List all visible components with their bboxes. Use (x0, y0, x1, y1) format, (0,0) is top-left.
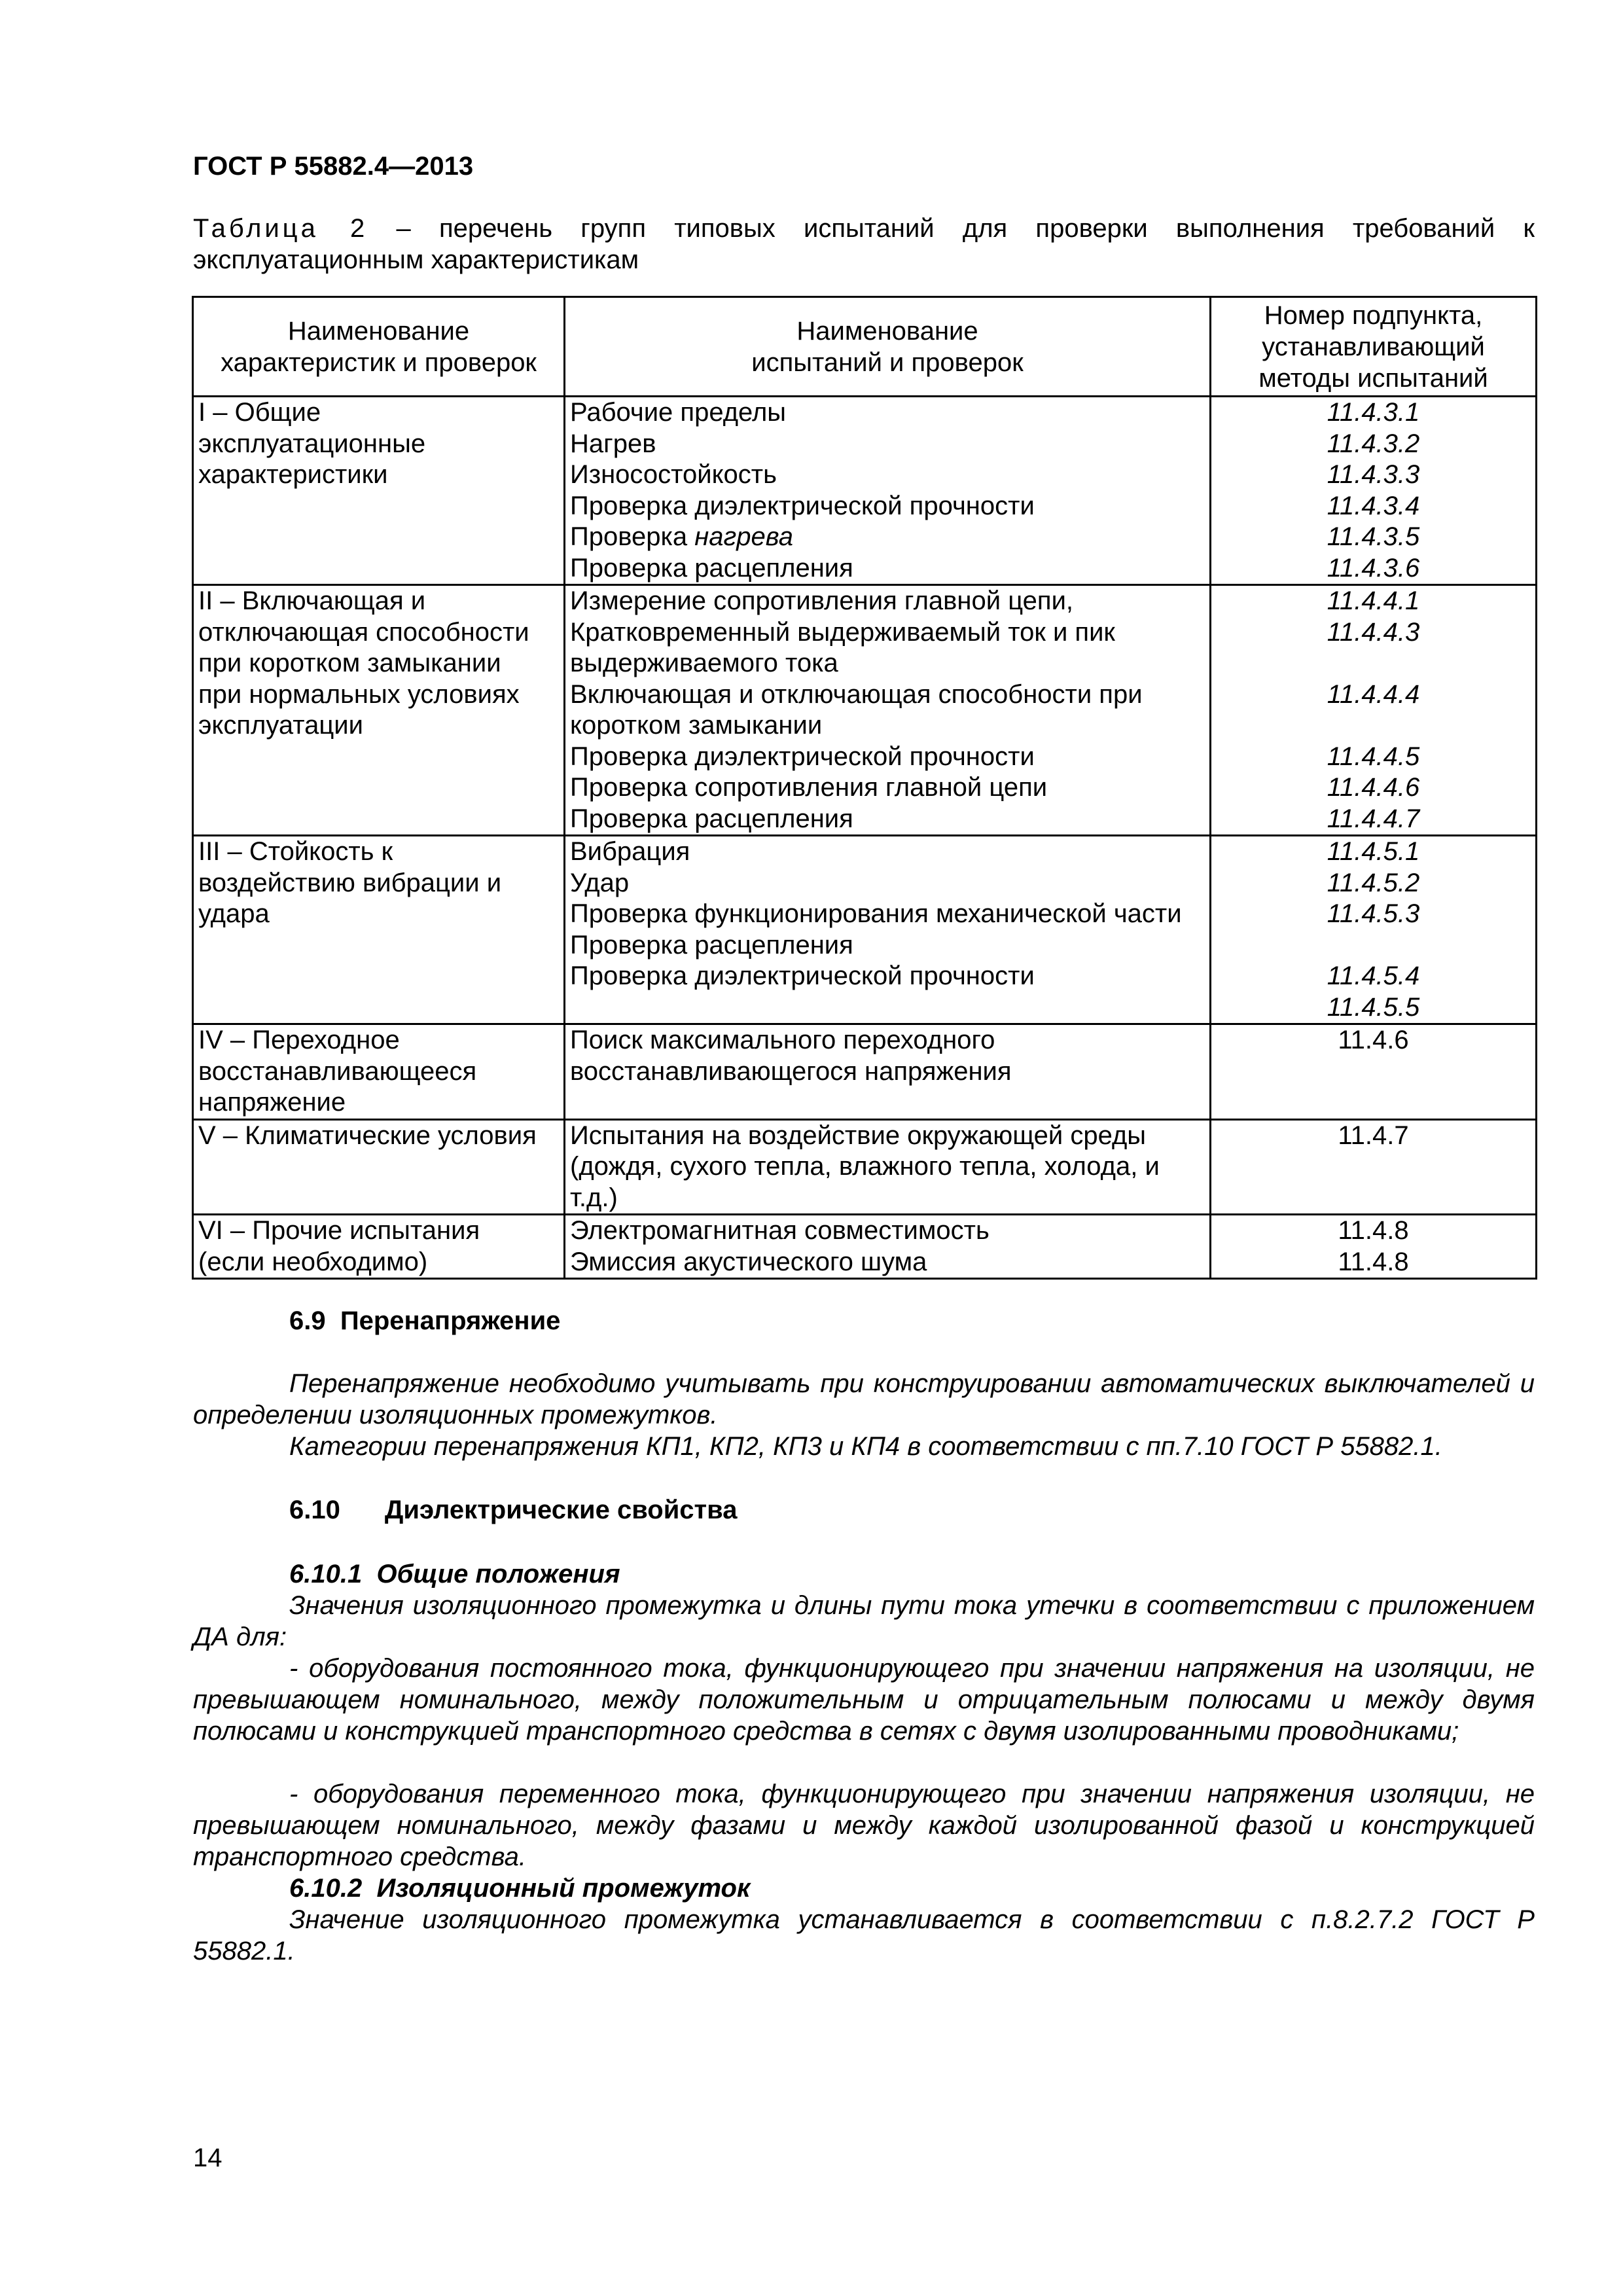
group-name-line: III – Стойкость к (198, 837, 393, 866)
test-item: Поиск максимального переходного (570, 1026, 995, 1054)
section-6-9-paragraph-1: Перенапряжение необходимо учитывать при конструировании автоматических выключателей и определении изоляционных промежутков. (193, 1369, 1535, 1429)
section-6-10-heading (193, 1494, 1535, 1526)
document-header: ГОСТ Р 55882.4—2013 (193, 152, 474, 181)
group-name-line: характеристики (198, 460, 388, 489)
group-name-line: при нормальных условиях (198, 679, 520, 709)
section-title: Диэлектрические свойства (384, 1496, 738, 1524)
column-header-line: Номер подпункта, (1264, 300, 1483, 330)
subsection-title: Общие положения (376, 1560, 620, 1588)
test-item: восстанавливающегося напряжения (570, 1056, 1012, 1086)
clause-number: 11.4.6 (1338, 1026, 1409, 1054)
clause-numbers-cell (1211, 397, 1537, 585)
test-item: Износостойкость (570, 460, 777, 489)
clause-number: 11.4.3.4 (1327, 491, 1420, 520)
table-caption-text: – перечень групп типовых испытаний для проверки выполнения требований к (368, 214, 1535, 243)
test-item: коротком замыкании (570, 711, 823, 740)
group-name-line: удара (198, 899, 270, 928)
test-item: Включающая и отключающая способности при (570, 679, 1143, 709)
clause-number: 11.4.3.1 (1327, 398, 1420, 427)
test-item: Проверка расцепления (570, 804, 853, 833)
tests-cell (565, 1024, 1211, 1120)
test-item: Проверка диэлектрической прочности (570, 742, 1035, 771)
table-caption-label: Таблица 2 (193, 214, 368, 243)
table-row-group-2 (193, 585, 1537, 836)
clause-number: 11.4.4.5 (1327, 742, 1420, 771)
subsection-6-10-1-paragraph: Значения изоляционного промежутка и длины пути тока утечки в соответствии с приложением ДА для: (193, 1591, 1535, 1651)
test-item: Проверка расцепления (570, 930, 853, 960)
group-name-cell (193, 1024, 565, 1120)
group-name-cell (193, 836, 565, 1024)
clause-numbers-cell (1211, 1215, 1537, 1279)
tests-cell (565, 397, 1211, 585)
column-header-line: Наименование (287, 316, 470, 346)
column-header-clause-number (1211, 297, 1537, 397)
group-name-cell (193, 585, 565, 836)
test-item: Проверка диэлектрической прочности (570, 491, 1035, 520)
test-item-text: Проверка (570, 522, 695, 551)
column-header-line: характеристик и проверок (221, 348, 537, 377)
clause-number: 11.4.3.2 (1327, 429, 1420, 458)
test-item: Нагрев (570, 429, 656, 458)
clause-numbers-cell (1211, 1119, 1537, 1215)
page-number: 14 (193, 2144, 223, 2172)
clause-number: 11.4.8 (1338, 1216, 1409, 1245)
group-name-line: II – Включающая и (198, 586, 426, 615)
table-caption-line1 (193, 213, 1535, 244)
test-item-italic: нагрева (694, 522, 794, 551)
section-6-9-heading (193, 1305, 1535, 1336)
tests-cell (565, 1119, 1211, 1215)
table-caption (193, 213, 1535, 276)
table-row-group-4 (193, 1024, 1537, 1120)
test-item: Проверка диэлектрической прочности (570, 961, 1035, 990)
test-item: выдерживаемого тока (570, 649, 838, 677)
test-item: Проверка расцепления (570, 553, 853, 583)
tests-cell (565, 585, 1211, 836)
clause-number: 11.4.3.5 (1327, 522, 1420, 551)
group-name-line: V – Климатические условия (198, 1121, 537, 1150)
group-name-line: IV – Переходное (198, 1026, 400, 1054)
table-caption-line2: эксплуатационным характеристикам (193, 245, 639, 274)
clause-number: 11.4.4.7 (1327, 804, 1420, 833)
subsection-6-10-1-item-2: - оборудования переменного тока, функционирующего при значении напряжения изоляции, не превышающем номинального, между фазами и между каждой изолированной фазой и конструкцией транспортного средства. (193, 1780, 1535, 1871)
clause-number: 11.4.4.3 (1327, 617, 1420, 647)
column-header-line: испытаний и проверок (751, 348, 1024, 377)
clause-number: 11.4.8 (1338, 1247, 1409, 1276)
subsection-6-10-2-paragraph: Значение изоляционного промежутка устанавливается в соответствии с п.8.2.7.2 ГОСТ Р 55882.1. (193, 1905, 1535, 1965)
test-item-spacer (570, 992, 1205, 1024)
column-header-tests (565, 297, 1211, 397)
test-item: Вибрация (570, 837, 690, 866)
group-name-line: эксплуатационные (198, 429, 426, 458)
tests-cell (565, 836, 1211, 1024)
table-row-group-3 (193, 836, 1537, 1024)
subsection-number: 6.10.1 (289, 1560, 363, 1588)
section-6-9-paragraph-2: Категории перенапряжения КП1, КП2, КП3 и КП4 в соответствии с пп.7.10 ГОСТ Р 55882.1. (289, 1432, 1442, 1461)
group-name-line: (если необходимо) (198, 1247, 428, 1276)
table-row-group-1 (193, 397, 1537, 585)
group-name-line: эксплуатации (198, 711, 363, 740)
group-name-line: I – Общие (198, 398, 321, 427)
tests-cell (565, 1215, 1211, 1279)
group-name-cell (193, 1215, 565, 1279)
test-item: Измерение сопротивления главной цепи, (570, 586, 1074, 615)
group-name-line: отключающая способности (198, 617, 529, 647)
subsection-title: Изоляционный промежуток (376, 1874, 751, 1903)
column-header-line: методы испытаний (1258, 363, 1488, 393)
group-name-line: при коротком замыкании (198, 649, 501, 677)
group-name-line: напряжение (198, 1088, 346, 1117)
clause-number: 11.4.5.3 (1327, 899, 1420, 928)
subsection-6-10-1-item-1: - оборудования постоянного тока, функционирующего при значении напряжения на изоляции, не превышающем номинального, между положительным и отрицательным полюсами и между двумя полюсами и конструкцией транспортного средства в сетях с двумя изолированными проводниками; (193, 1654, 1535, 1746)
test-item: Электромагнитная совместимость (570, 1216, 990, 1245)
test-item: Испытания на воздействие окружающей среды (570, 1121, 1147, 1150)
clause-number: 11.4.5.4 (1327, 961, 1420, 990)
test-item: Рабочие пределы (570, 398, 787, 427)
test-item: Эмиссия акустического шума (570, 1247, 927, 1276)
table-row-group-6 (193, 1215, 1537, 1279)
clause-number: 11.4.3.3 (1327, 460, 1420, 489)
group-name-line: восстанавливающееся (198, 1056, 477, 1086)
clause-number: 11.4.5.2 (1327, 868, 1420, 897)
clause-numbers-cell (1211, 1024, 1537, 1120)
test-item: Проверка функционирования механической части (570, 899, 1182, 928)
section-number: 6.10 (289, 1496, 340, 1524)
column-header-line: устанавливающий (1262, 332, 1485, 361)
column-header-line: Наименование (796, 316, 978, 346)
test-item: Удар (570, 868, 630, 897)
subsection-6-10-1-heading (193, 1558, 1535, 1590)
clause-number: 11.4.3.6 (1327, 553, 1420, 583)
test-item: т.д.) (570, 1183, 618, 1212)
group-name-cell (193, 1119, 565, 1215)
clause-number: 11.4.5.5 (1327, 992, 1420, 1022)
clause-number: 11.4.4.1 (1327, 586, 1420, 615)
column-header-characteristics (193, 297, 565, 397)
section-number: 6.9 (289, 1306, 326, 1335)
clause-number-spacer (1216, 710, 1531, 742)
clause-number-spacer (1216, 930, 1531, 961)
subsection-6-10-2-heading (193, 1873, 1535, 1904)
test-groups-table (192, 296, 1537, 1280)
clause-numbers-cell (1211, 585, 1537, 836)
clause-number-spacer (1216, 648, 1531, 679)
test-item: (дождя, сухого тепла, влажного тепла, холода, и (570, 1152, 1160, 1181)
clause-number: 11.4.7 (1338, 1121, 1409, 1150)
section-title: Перенапряжение (340, 1306, 561, 1335)
group-name-line: VI – Прочие испытания (198, 1216, 480, 1245)
test-item: Кратковременный выдерживаемый ток и пик (570, 617, 1115, 647)
clause-number: 11.4.4.4 (1327, 679, 1420, 709)
table-row-group-5 (193, 1119, 1537, 1215)
test-item (570, 522, 1205, 553)
subsection-number: 6.10.2 (289, 1874, 363, 1903)
group-name-line: воздействию вибрации и (198, 868, 502, 897)
clause-number: 11.4.5.1 (1327, 837, 1420, 866)
group-name-cell (193, 397, 565, 585)
table-header-row (193, 297, 1537, 397)
clause-numbers-cell (1211, 836, 1537, 1024)
test-item: Проверка сопротивления главной цепи (570, 773, 1048, 802)
clause-number: 11.4.4.6 (1327, 773, 1420, 802)
